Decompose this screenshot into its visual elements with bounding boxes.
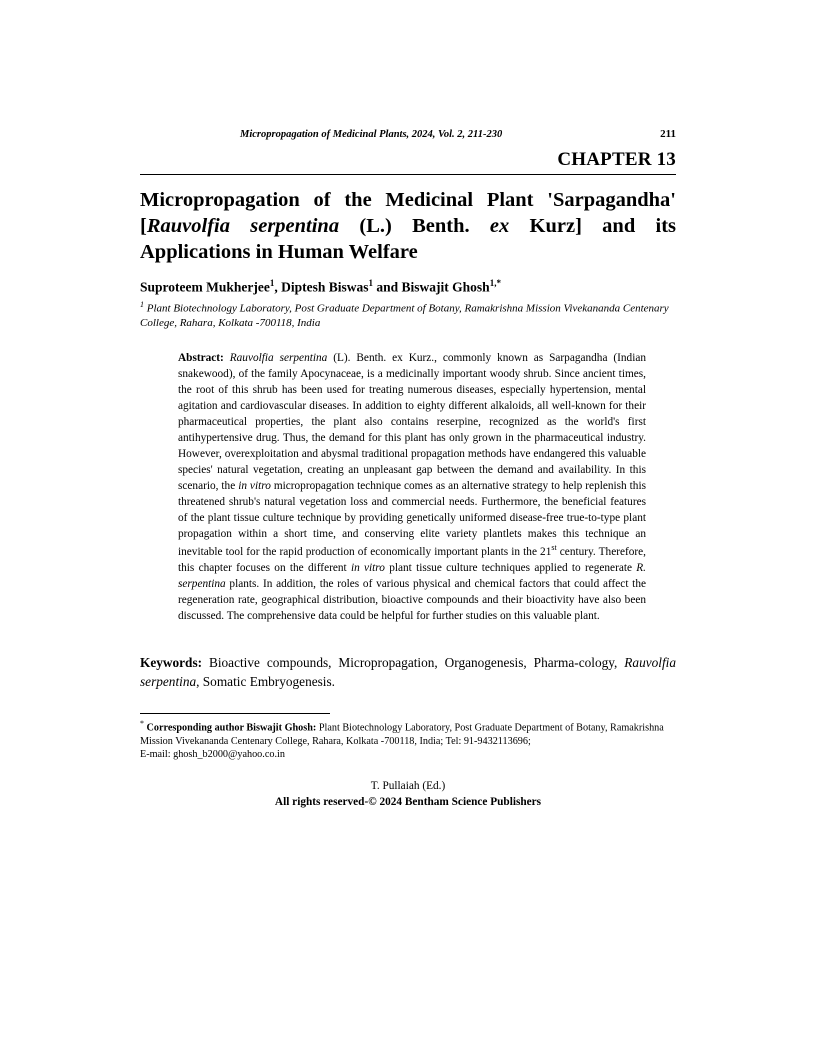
abstract-part-3: century. Therefore, this chapter focuses on the different <box>178 546 646 575</box>
keywords-part-1: Bioactive compounds, Micropropagation, Organogenesis, Pharma-cology, <box>202 655 625 671</box>
title-ex: ex <box>489 215 510 238</box>
affiliation <box>140 300 676 330</box>
colophon-rights: All rights reserved-© 2024 Bentham Science Publishers <box>274 795 542 808</box>
author-two: , Diptesh Biswas <box>274 279 369 295</box>
running-head-page-number: 211 <box>660 128 676 140</box>
affiliation-marker: 1 <box>140 299 144 309</box>
abstract-in-vitro-2: in vitro <box>350 562 385 575</box>
footnote-divider <box>140 713 330 714</box>
affiliation-text: Plant Biotechnology Laboratory, Post Graduate Department of Botany, Ramakrishna Mission Vivekananda Centenary College, Rahara, Kolkata -700118, India <box>140 302 669 329</box>
colophon <box>140 779 676 811</box>
running-head-journal: Micropropagation of Medicinal Plants, 2024, Vol. 2, 211-230 <box>240 129 503 140</box>
author-conjunction: and <box>373 279 402 295</box>
footnote-label: Corresponding author Biswajit Ghosh: <box>144 722 317 734</box>
chapter-label: CHAPTER 13 <box>557 149 676 170</box>
page-title <box>140 187 676 266</box>
abstract-species-abbrev: R. serpentina <box>178 562 647 591</box>
author-three: Biswajit Ghosh <box>401 279 490 295</box>
abstract-ordinal-suffix: st <box>551 543 557 553</box>
abstract-part-1: (L). Benth. ex Kurz., commonly known as Sarpagandha (Indian snakewood), of the family Apocynaceae, is a medicinally important woody shrub. Since ancient times, the root of this shrub has been used for treating numerous diseases, especially hypertension, mental agitation and cardiovascular diseases. In addition to eighty different alkaloids, all well-known for their pharmaceutical properties, the plant also contains reserpine, recognized as the world's first antihypertensive drug. Thus, the demand for this plant has only grown in the pharmaceutical industry. However, overexploitation and abysmal traditional propagation methods have endangered this valuable species' natural vegetation, creating an unpleasant gap between the demand and availability. In this scenario, the <box>178 352 646 493</box>
header-divider <box>140 174 676 175</box>
keywords-block <box>140 654 676 691</box>
author-one: Suproteem Mukherjee <box>140 279 270 295</box>
abstract-species-name: Rauvolfia serpentina <box>229 352 328 364</box>
abstract-block <box>178 350 646 624</box>
abstract-label: Abstract: <box>178 352 224 364</box>
title-line-2-pre: 'Sarpagandha' [ <box>140 189 676 238</box>
abstract-part-2: micropropagation technique comes as an alternative strategy to help replenish this threatened shrub's natural vegetation loss and commercial needs. Furthermore, the beneficial features of the plant tissue culture technique by providing genetically uniformed disease-free true-to-type plant propagation within a short time, and conserving elite variety plantlets makes this technique an inevitable tool for the rapid production of economically important plants in the 21 <box>178 480 646 559</box>
footnote-email: E-mail: ghosh_b2000@yahoo.co.in <box>140 749 285 761</box>
footnote-marker: * <box>140 718 144 728</box>
abstract-in-vitro-1: in vitro <box>238 480 271 493</box>
author-three-affil-marker: 1,* <box>489 277 501 288</box>
running-head <box>140 128 676 140</box>
corresponding-author-footnote <box>140 719 676 762</box>
footnote-text: Plant Biotechnology Laboratory, Post Graduate Department of Botany, Ramakrishna Mission Vivekananda Centenary College, Rahara, Kolkata -700118, India; Tel: 91-9432113696; <box>140 722 664 747</box>
keywords-part-2: , Somatic Embryogenesis. <box>196 673 335 689</box>
title-line-1: Micropropagation of the Medicinal Plant <box>140 189 534 211</box>
author-one-affil-marker: 1 <box>269 277 275 288</box>
abstract-part-4: plant tissue culture techniques applied to regenerate <box>384 562 637 575</box>
keywords-species-name: Rauvolfia serpentina <box>140 655 676 689</box>
colophon-editor: T. Pullaiah (Ed.) <box>370 779 446 792</box>
page-content <box>140 128 676 810</box>
keywords-label: Keywords: <box>140 655 203 671</box>
author-two-affil-marker: 1 <box>368 277 374 288</box>
abstract-part-5: plants. In addition, the roles of various physical and chemical factors that could affect the regeneration rate, geographical distribution, bioactive compounds and their bioactivity have also been discussed. The comprehensive data could be helpful for further studies on this valuable plant. <box>178 578 646 623</box>
author-list <box>140 278 676 296</box>
title-line-2-mid: (L.) Benth. <box>339 215 490 238</box>
title-species-name: Rauvolfia serpentina <box>146 215 340 238</box>
title-line-3: Kurz] and its Applications in Human Welfare <box>140 215 676 264</box>
